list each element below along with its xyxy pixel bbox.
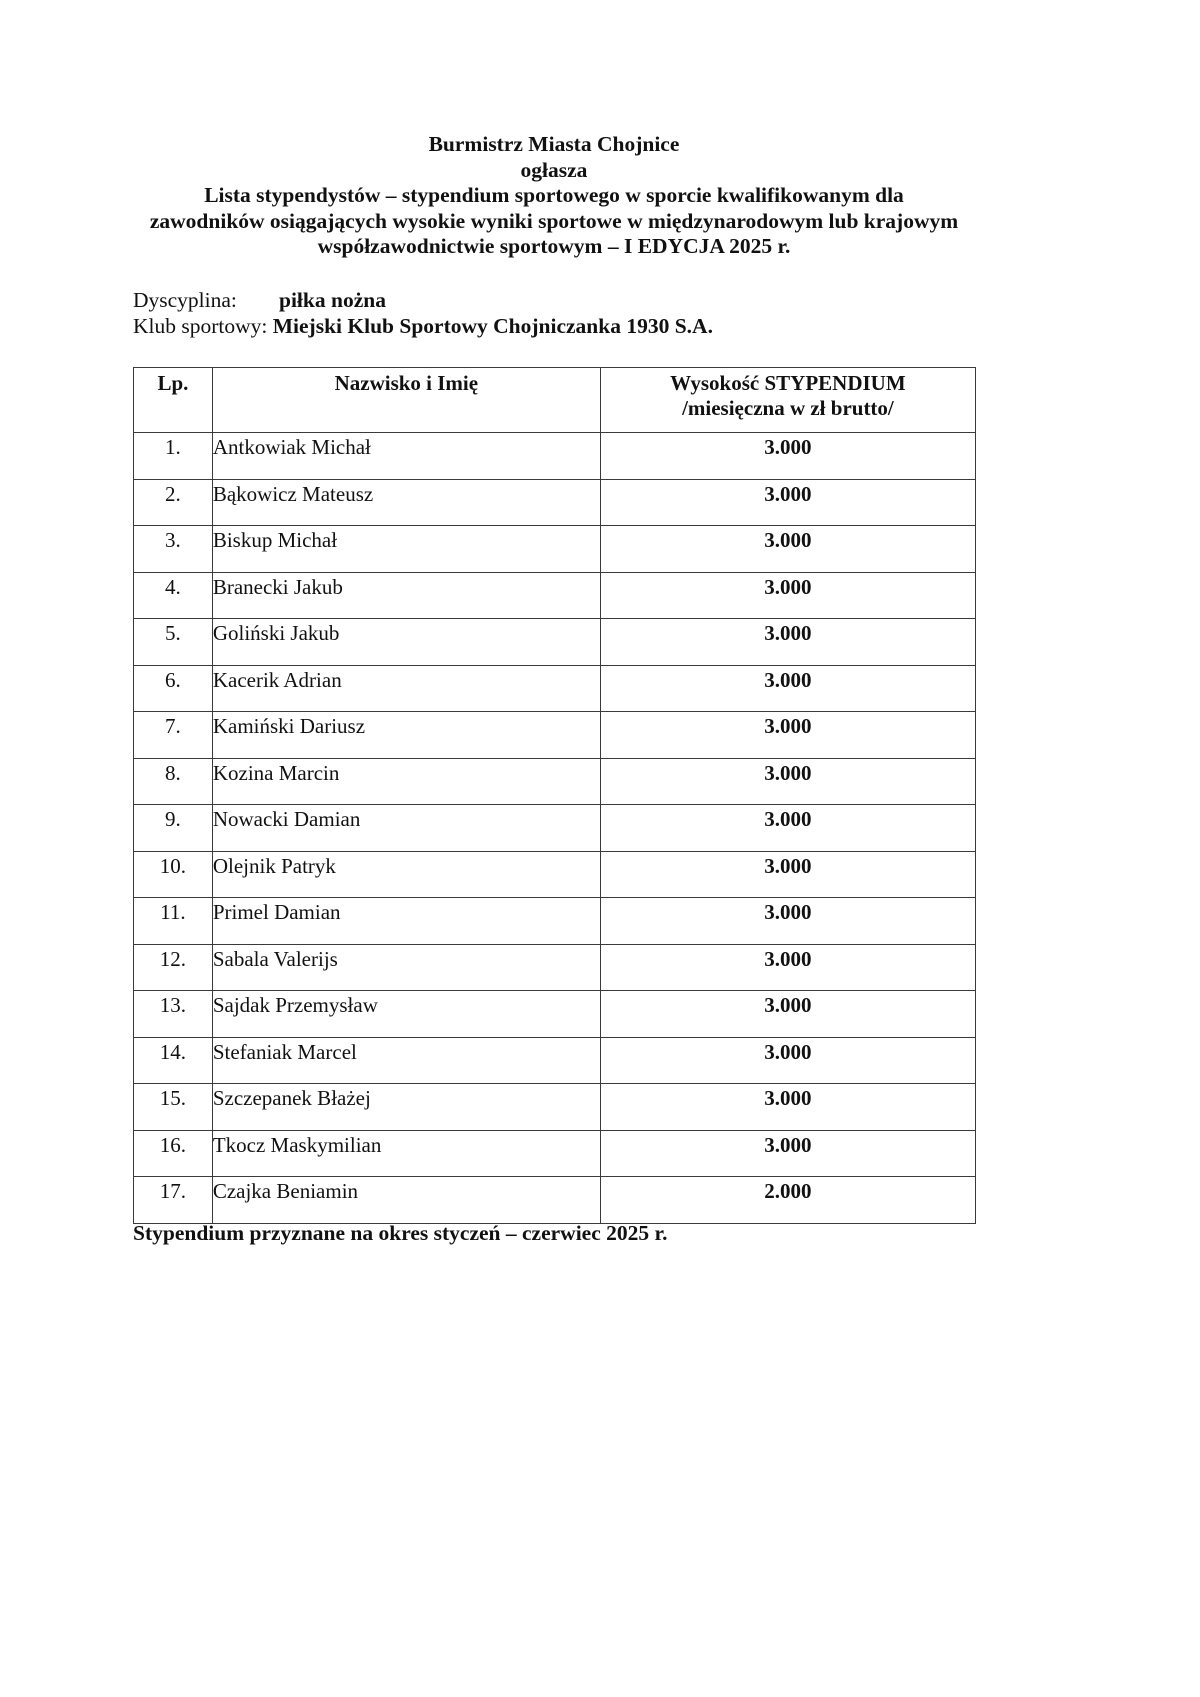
row-lp: 4. <box>134 572 213 619</box>
document-heading <box>133 132 975 260</box>
document-meta <box>133 287 713 339</box>
row-amount: 3.000 <box>600 479 975 526</box>
row-lp: 7. <box>134 712 213 759</box>
table-row <box>134 991 976 1038</box>
row-amount: 3.000 <box>600 758 975 805</box>
row-lp: 11. <box>134 898 213 945</box>
table-header-row <box>134 368 976 433</box>
header-amount-line-2: /miesięczna w zł brutto/ <box>682 396 894 420</box>
row-name: Antkowiak Michał <box>212 433 600 480</box>
row-name: Kozina Marcin <box>212 758 600 805</box>
discipline-value: piłka nożna <box>279 288 386 312</box>
row-name: Goliński Jakub <box>212 619 600 666</box>
header-amount <box>600 368 975 433</box>
table-row <box>134 1084 976 1131</box>
row-lp: 3. <box>134 526 213 573</box>
row-lp: 5. <box>134 619 213 666</box>
row-amount: 3.000 <box>600 433 975 480</box>
table-row <box>134 805 976 852</box>
table-row <box>134 944 976 991</box>
header-amount-line-1: Wysokość STYPENDIUM <box>670 371 906 395</box>
row-amount: 3.000 <box>600 805 975 852</box>
table-row <box>134 572 976 619</box>
row-name: Szczepanek Błażej <box>212 1084 600 1131</box>
club-row <box>133 313 713 339</box>
list-title-line-2: zawodników osiągających wysokie wyniki sportowe w międzynarodowym lub krajowym <box>149 208 959 233</box>
row-lp: 2. <box>134 479 213 526</box>
table-row <box>134 712 976 759</box>
row-amount: 3.000 <box>600 991 975 1038</box>
discipline-label: Dyscyplina: <box>133 288 237 312</box>
row-name: Sabala Valerijs <box>212 944 600 991</box>
row-lp: 1. <box>134 433 213 480</box>
row-lp: 17. <box>134 1177 213 1224</box>
row-lp: 9. <box>134 805 213 852</box>
row-amount: 3.000 <box>600 1130 975 1177</box>
announcement-verb: ogłasza <box>520 157 588 182</box>
table-row <box>134 1177 976 1224</box>
scholarship-table <box>133 367 976 1224</box>
row-name: Czajka Beniamin <box>212 1177 600 1224</box>
row-amount: 3.000 <box>600 619 975 666</box>
club-label: Klub sportowy: <box>133 314 268 338</box>
row-lp: 16. <box>134 1130 213 1177</box>
row-amount: 3.000 <box>600 526 975 573</box>
row-name: Olejnik Patryk <box>212 851 600 898</box>
table-body <box>134 433 976 1224</box>
row-name: Nowacki Damian <box>212 805 600 852</box>
row-amount: 3.000 <box>600 1037 975 1084</box>
row-amount: 3.000 <box>600 572 975 619</box>
row-amount: 3.000 <box>600 665 975 712</box>
row-amount: 3.000 <box>600 944 975 991</box>
issuer-title: Burmistrz Miasta Chojnice <box>428 132 680 156</box>
table-row <box>134 898 976 945</box>
discipline-row <box>133 287 713 313</box>
row-lp: 13. <box>134 991 213 1038</box>
row-lp: 14. <box>134 1037 213 1084</box>
table-row <box>134 619 976 666</box>
row-name: Biskup Michał <box>212 526 600 573</box>
row-name: Bąkowicz Mateusz <box>212 479 600 526</box>
row-lp: 8. <box>134 758 213 805</box>
row-name: Branecki Jakub <box>212 572 600 619</box>
row-lp: 6. <box>134 665 213 712</box>
row-amount: 2.000 <box>600 1177 975 1224</box>
header-name: Nazwisko i Imię <box>212 368 600 433</box>
header-lp: Lp. <box>134 368 213 433</box>
table-row <box>134 1130 976 1177</box>
row-name: Kacerik Adrian <box>212 665 600 712</box>
club-value: Miejski Klub Sportowy Chojniczanka 1930 S.A. <box>272 314 713 338</box>
row-name: Primel Damian <box>212 898 600 945</box>
table-row <box>134 758 976 805</box>
row-amount: 3.000 <box>600 851 975 898</box>
table-row <box>134 479 976 526</box>
row-lp: 10. <box>134 851 213 898</box>
table-row <box>134 665 976 712</box>
list-title-line-1: Lista stypendystów – stypendium sportowego w sporcie kwalifikowanym dla <box>204 183 904 207</box>
row-amount: 3.000 <box>600 1084 975 1131</box>
table-row <box>134 851 976 898</box>
table-row <box>134 526 976 573</box>
row-name: Kamiński Dariusz <box>212 712 600 759</box>
row-amount: 3.000 <box>600 712 975 759</box>
table-row <box>134 433 976 480</box>
row-lp: 15. <box>134 1084 213 1131</box>
row-amount: 3.000 <box>600 898 975 945</box>
row-name: Tkocz Maskymilian <box>212 1130 600 1177</box>
row-name: Stefaniak Marcel <box>212 1037 600 1084</box>
row-name: Sajdak Przemysław <box>212 991 600 1038</box>
list-title-line-3: współzawodnictwie sportowym – I EDYCJA 2025 r. <box>317 234 791 258</box>
table-row <box>134 1037 976 1084</box>
row-lp: 12. <box>134 944 213 991</box>
scholarship-period-note: Stypendium przyznane na okres styczeń – czerwiec 2025 r. <box>133 1221 668 1245</box>
